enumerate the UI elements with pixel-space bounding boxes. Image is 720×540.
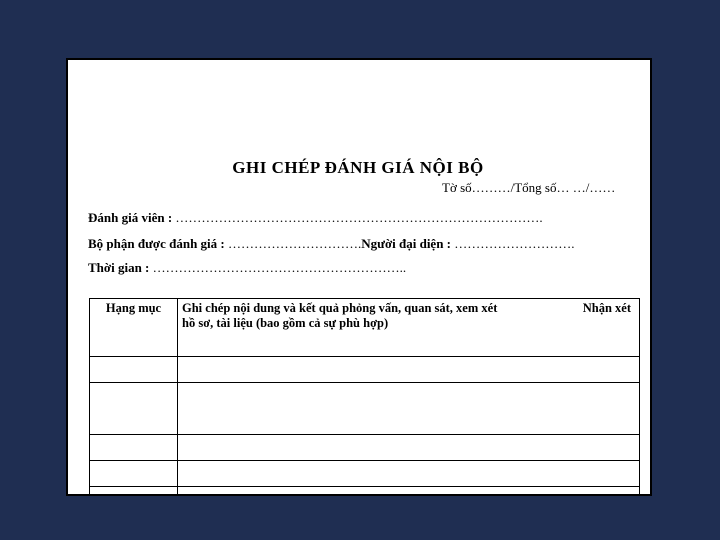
header-remarks: Nhận xét xyxy=(582,301,631,315)
table-cell-notes[interactable] xyxy=(178,357,640,383)
audit-table xyxy=(89,298,640,496)
department-value: …………………………. xyxy=(224,236,362,251)
sheet-number: Tờ số………/Tổng số… …/…… xyxy=(442,180,616,195)
document-page xyxy=(66,58,652,496)
time-label: Thời gian : xyxy=(88,260,150,275)
representative-label: Người đại diện : xyxy=(361,236,452,251)
table-row xyxy=(90,487,640,497)
table-cell-notes[interactable] xyxy=(178,461,640,487)
table-cell-category[interactable] xyxy=(90,383,178,435)
table-cell-category[interactable] xyxy=(90,357,178,383)
time-value: ………………………………………………….. xyxy=(149,260,407,275)
page-title: GHI CHÉP ĐÁNH GIÁ NỘI BỘ xyxy=(232,158,484,177)
time-field xyxy=(88,260,406,276)
auditor-field xyxy=(88,210,543,226)
table-cell-notes[interactable] xyxy=(178,487,640,497)
table-row xyxy=(90,357,640,383)
auditor-label: Đánh giá viên : xyxy=(88,210,173,225)
representative-value: ………………………. xyxy=(451,236,575,251)
table-row xyxy=(90,435,640,461)
department-field xyxy=(88,236,575,252)
table-cell-notes[interactable] xyxy=(178,383,640,435)
header-category: Hạng mục xyxy=(90,299,178,357)
table-header-row xyxy=(90,299,640,357)
table-cell-category[interactable] xyxy=(90,487,178,497)
table-cell-category[interactable] xyxy=(90,435,178,461)
table-cell-notes[interactable] xyxy=(178,435,640,461)
table-cell-category[interactable] xyxy=(90,461,178,487)
department-label: Bộ phận được đánh giá : xyxy=(88,236,225,251)
auditor-value: …………………………………………………………………………. xyxy=(172,210,543,225)
table-row xyxy=(90,383,640,435)
table-row xyxy=(90,461,640,487)
header-notes: Ghi chép nội dung và kết quả phỏng vấn, quan sát, xem xét hồ sơ, tài liệu (bao gồm cả sự phù hợp) xyxy=(182,301,498,330)
header-notes-cell xyxy=(178,299,640,357)
